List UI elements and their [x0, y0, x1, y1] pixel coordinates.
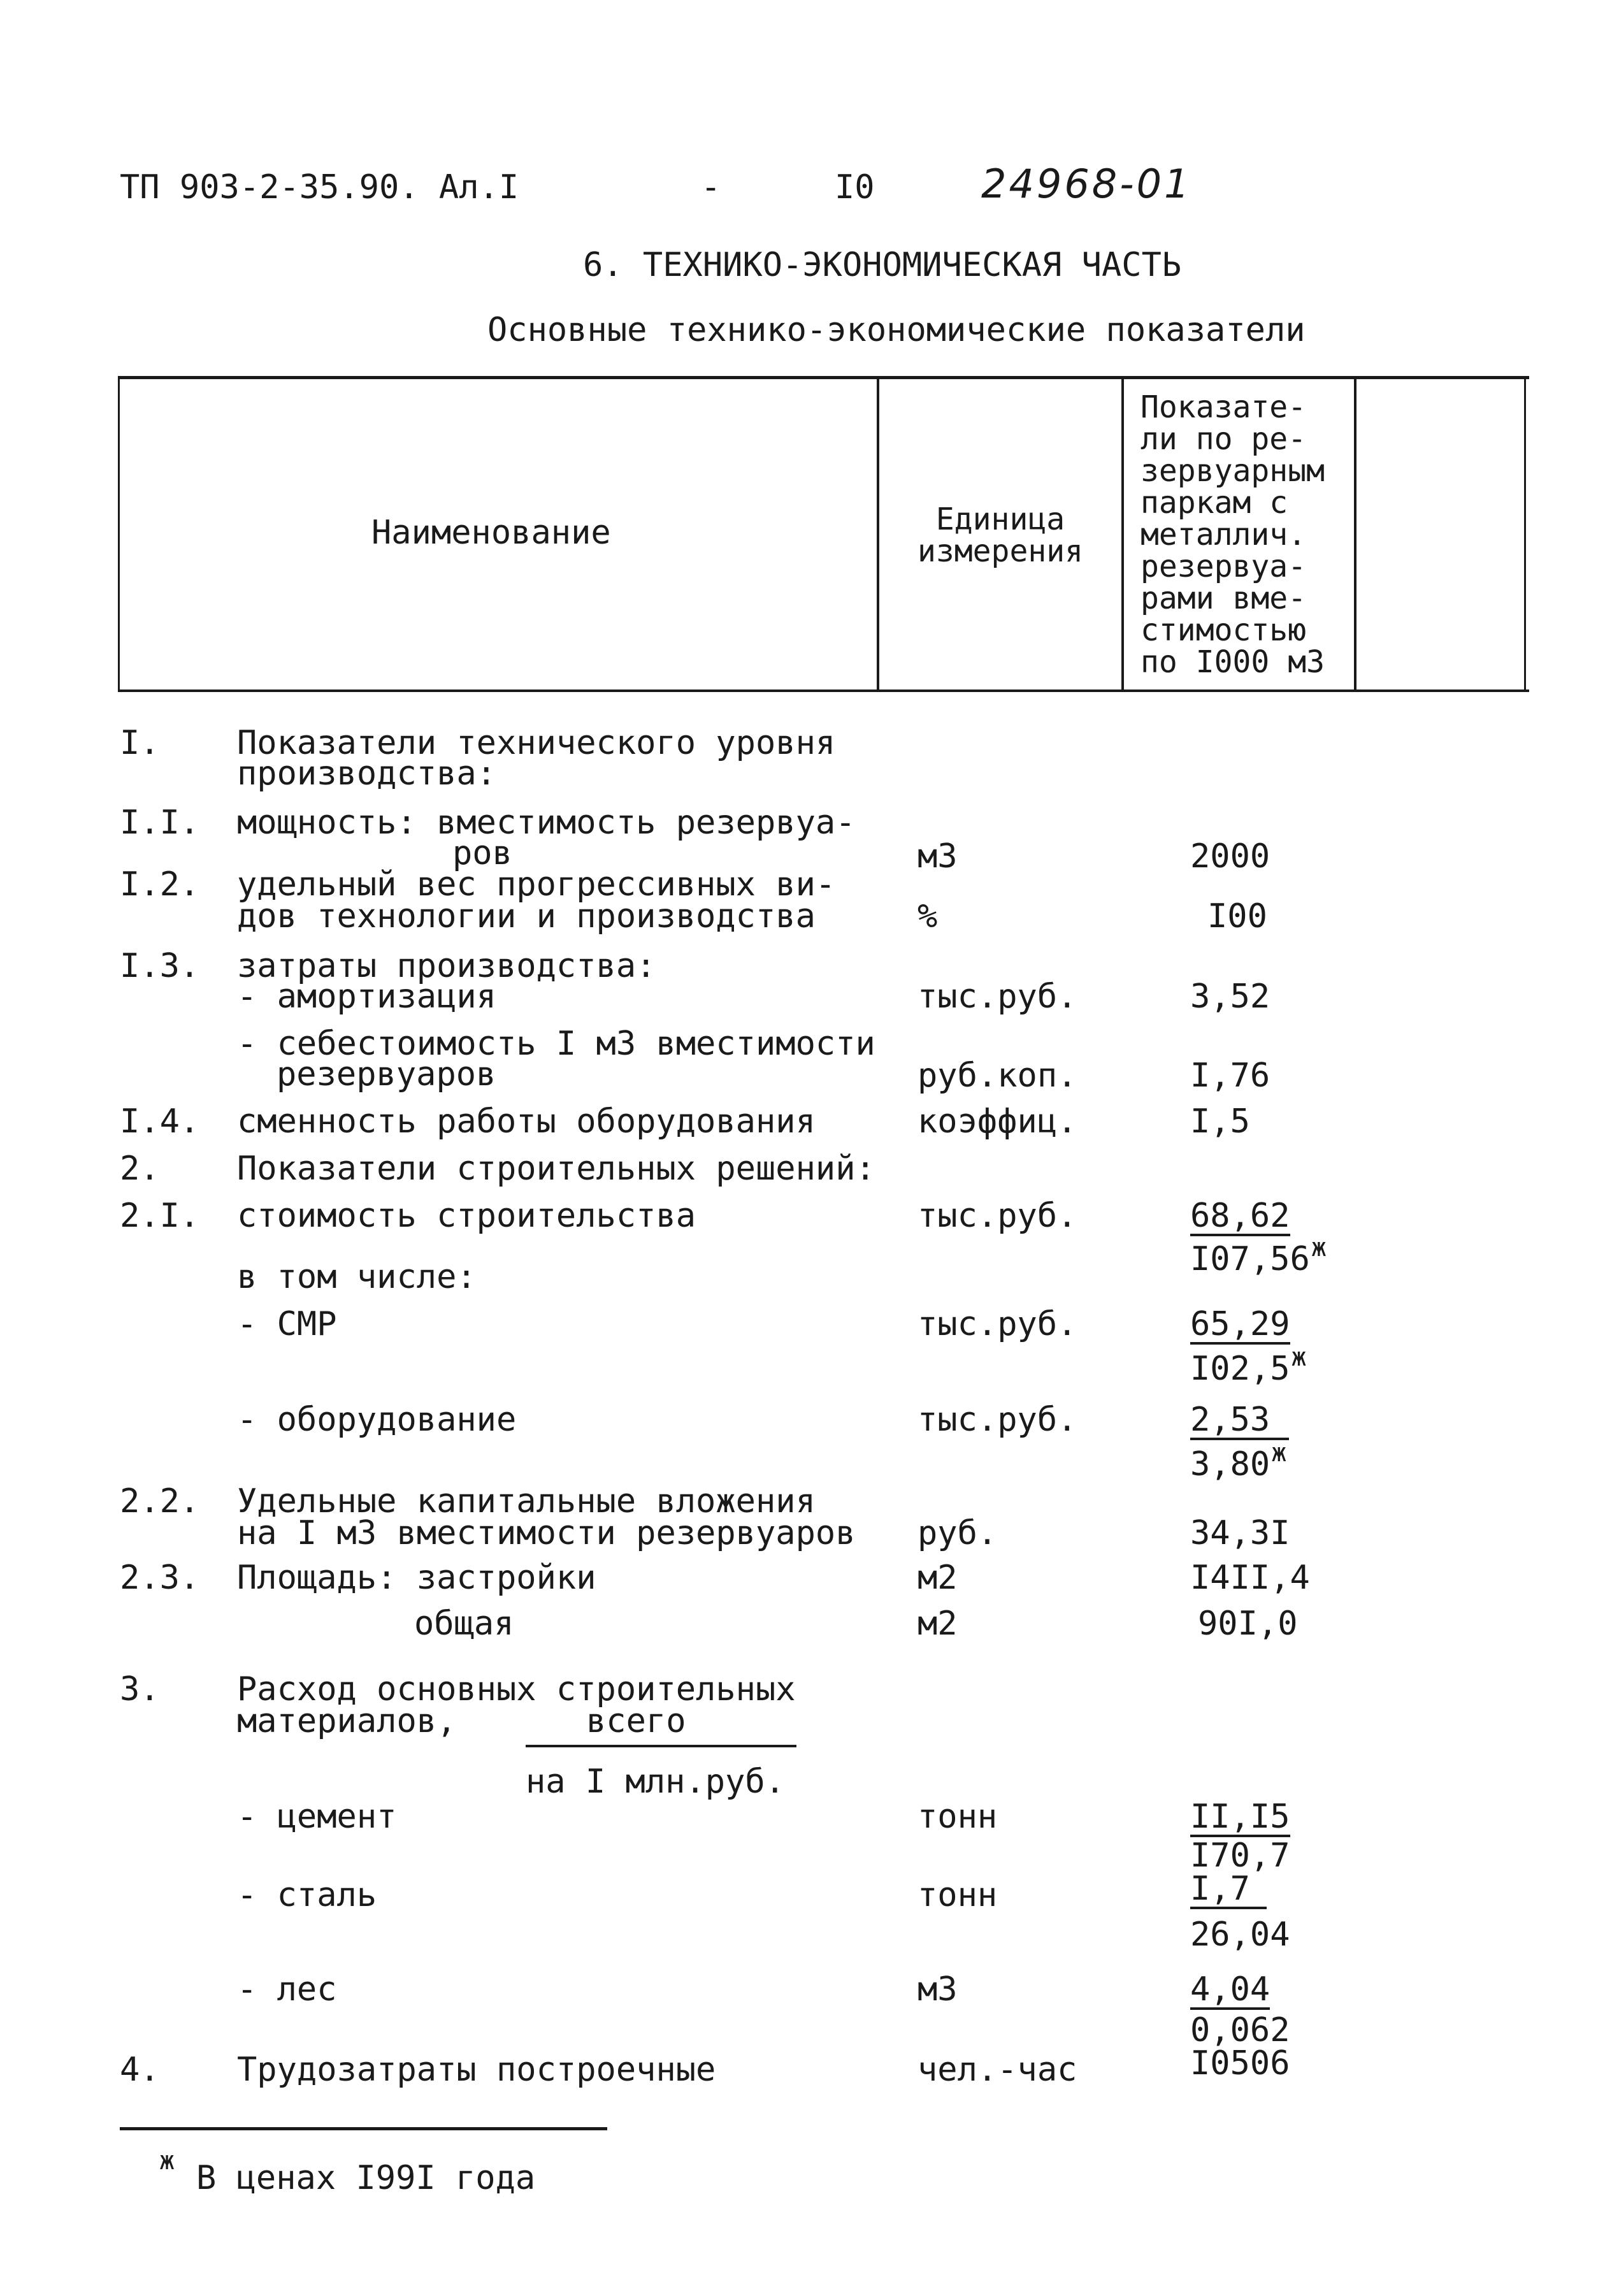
row-unit: м2: [917, 1559, 958, 1597]
row-unit: тыс.руб.: [917, 1197, 1077, 1235]
table-left-border: [118, 376, 120, 692]
row-value: I0506: [1190, 2044, 1290, 2083]
header-dash: -: [701, 168, 721, 206]
handwritten-number: 24968-01: [981, 161, 1192, 207]
col-divider-3: [1354, 376, 1356, 692]
row-number: I.4.: [120, 1102, 200, 1141]
row-value-1991: [1190, 1233, 1327, 1278]
row-name: Расход основных строительных: [237, 1670, 796, 1708]
header-value: [1140, 391, 1325, 678]
header-unit: [892, 503, 1109, 567]
row-value-per-million: I70,7: [1190, 1837, 1290, 1875]
row-number: I.2.: [120, 865, 200, 904]
row-name: материалов,: [237, 1702, 457, 1740]
row-value: 65,29: [1190, 1305, 1290, 1343]
header-value-line: по I000 м3: [1140, 644, 1325, 680]
row-name: Показатели технического уровня: [237, 724, 836, 762]
row-name: - цемент: [237, 1798, 397, 1836]
section-title: 6. ТЕХНИКО-ЭКОНОМИЧЕСКАЯ ЧАСТЬ: [583, 246, 1182, 284]
row-unit: м3: [917, 837, 958, 876]
header-unit-line: измерения: [917, 533, 1084, 569]
row-value: 68,62: [1190, 1197, 1290, 1235]
doc-code: ТП 903-2-35.90. Ал.I: [120, 168, 519, 206]
row-number: 4.: [120, 2051, 160, 2089]
row-name-per-million: на I млн.руб.: [526, 1763, 785, 1801]
row-name: дов технологии и производства: [237, 897, 816, 935]
row-value: I,76: [1190, 1057, 1270, 1095]
footnote-text: В ценах I99I года: [196, 2159, 536, 2197]
table-title: Основные технико-экономические показатели: [487, 311, 1306, 349]
row-name: - амортизация: [237, 978, 496, 1016]
header-unit-line: Единица: [935, 502, 1065, 537]
header-name: Наименование: [371, 514, 611, 552]
header-value-line: резервуа-: [1140, 549, 1307, 584]
header-value-line: металлич.: [1140, 517, 1307, 552]
row-name: на I м3 вместимости резервуаров: [237, 1514, 856, 1552]
row-value-1991-text: I02,5: [1190, 1350, 1290, 1388]
header-value-line: ли по ре-: [1140, 421, 1307, 457]
row-name: Площадь: застройки: [237, 1559, 596, 1597]
header-value-line: Показате-: [1140, 389, 1307, 425]
table-top-border: [118, 376, 1529, 379]
row-value-1991: [1190, 1343, 1307, 1388]
row-value: 2000: [1190, 837, 1270, 876]
row-number: I.: [120, 724, 160, 762]
header-value-line: стимостью: [1140, 612, 1307, 648]
table-right-border: [1524, 376, 1526, 692]
header-value-line: зервуарным: [1140, 453, 1325, 489]
col-divider-1: [877, 376, 879, 692]
row-name: - оборудование: [237, 1401, 517, 1439]
row-value-per-million: 0,062: [1190, 2011, 1290, 2049]
row-value: II,I5: [1190, 1798, 1290, 1836]
row-name: Трудозатраты построечные: [237, 2051, 716, 2089]
page-number: I0: [835, 168, 875, 206]
row-number: I.3.: [120, 947, 200, 985]
fraction-line: [526, 1745, 796, 1747]
row-number: I.I.: [120, 804, 200, 842]
row-name: резервуаров: [277, 1055, 496, 1094]
row-value: 34,3I: [1190, 1514, 1290, 1552]
row-number: 2.: [120, 1150, 160, 1188]
footnote-mark: ж: [159, 2146, 175, 2176]
row-value-1991: [1190, 1438, 1287, 1484]
row-value: 2,53: [1190, 1403, 1289, 1440]
row-name-total: всего: [586, 1702, 686, 1740]
row-unit: м2: [917, 1605, 958, 1643]
row-value-1991-text: I07,56: [1190, 1240, 1310, 1278]
col-divider-2: [1121, 376, 1124, 692]
row-value-per-million: 26,04: [1190, 1916, 1290, 1954]
footnote-mark: ж: [1311, 1233, 1327, 1262]
row-value: I,5: [1190, 1102, 1250, 1141]
footnote-separator: [120, 2127, 607, 2130]
row-unit: чел.-час: [917, 2051, 1077, 2089]
row-unit: тыс.руб.: [917, 1401, 1077, 1439]
row-unit: тонн: [917, 1876, 998, 1914]
header-value-line: рами вме-: [1140, 581, 1307, 616]
row-unit: тыс.руб.: [917, 978, 1077, 1016]
table-header-bottom-border: [118, 690, 1529, 692]
row-value: I00: [1207, 897, 1267, 935]
row-unit: руб.: [917, 1514, 998, 1552]
footnote-mark: ж: [1291, 1343, 1307, 1372]
row-name: Удельные капитальные вложения: [237, 1482, 816, 1520]
row-unit: коэффиц.: [917, 1102, 1077, 1141]
row-name: производства:: [237, 755, 496, 793]
row-name: ров: [452, 834, 512, 872]
footnote-mark: ж: [1271, 1438, 1287, 1468]
row-unit: м3: [917, 1970, 958, 2009]
row-unit: руб.коп.: [917, 1057, 1077, 1095]
row-value: I,7: [1190, 1872, 1267, 1909]
header-value-line: паркам с: [1140, 485, 1288, 521]
row-unit: тыс.руб.: [917, 1305, 1077, 1343]
row-name: - сталь: [237, 1876, 377, 1914]
row-number: 2.3.: [120, 1559, 200, 1597]
row-name: в том числе:: [237, 1258, 477, 1296]
row-number: 2.I.: [120, 1197, 200, 1235]
row-name: затраты производства:: [237, 947, 656, 985]
row-name: сменность работы оборудования: [237, 1102, 816, 1141]
row-name: общая: [414, 1605, 514, 1643]
row-value: I4II,4: [1190, 1559, 1310, 1597]
row-unit: тонн: [917, 1798, 998, 1836]
row-name: мощность: вместимость резервуа-: [237, 804, 856, 842]
row-value-1991-text: 3,80: [1190, 1445, 1270, 1484]
row-number: 2.2.: [120, 1482, 200, 1520]
row-name: стоимость строительства: [237, 1197, 696, 1235]
row-value: 90I,0: [1198, 1605, 1298, 1643]
row-number: 3.: [120, 1670, 160, 1708]
row-name: Показатели строительных решений:: [237, 1150, 875, 1188]
row-name: удельный вес прогрессивных ви-: [237, 865, 836, 904]
row-value: 3,52: [1190, 978, 1270, 1016]
row-name: - СМР: [237, 1305, 337, 1343]
row-name: - лес: [237, 1970, 337, 2009]
row-unit: %: [917, 897, 938, 935]
row-value: 4,04: [1190, 1970, 1270, 2009]
row-name: - себестоимость I м3 вместимости: [237, 1025, 875, 1063]
